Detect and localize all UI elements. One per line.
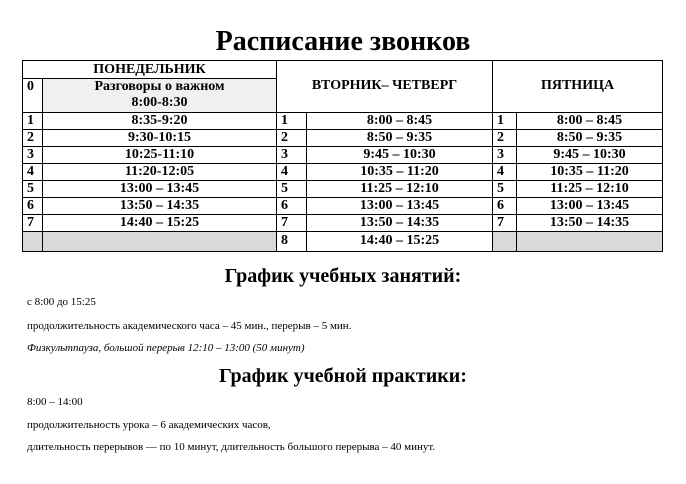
monday-zero-time: 8:00-8:30 xyxy=(43,95,277,112)
page-title: Расписание звонков xyxy=(215,26,471,57)
lesson-time: 8:50 – 9:35 xyxy=(307,129,493,146)
table-row xyxy=(23,146,663,163)
lesson-time: 10:35 – 11:20 xyxy=(307,163,493,180)
lesson-number: 2 xyxy=(493,129,517,146)
lesson-number: 7 xyxy=(23,214,43,231)
table-row xyxy=(23,112,663,129)
practice-breaks: длительность перерывов — по 10 минут, длительность большого перерыва – 40 минут. xyxy=(27,441,436,453)
classes-heading: График учебных занятий: xyxy=(224,265,462,287)
practice-duration: продолжительность урока – 6 академических часов, xyxy=(27,419,271,431)
lesson-time: 10:35 – 11:20 xyxy=(517,163,663,180)
lesson-number: 5 xyxy=(493,180,517,197)
classes-break: Физкультпауза, большой перерыв 12:10 – 13:00 (50 минут) xyxy=(27,342,305,354)
empty-cell xyxy=(23,231,43,251)
table-row xyxy=(23,163,663,180)
lesson-time: 14:40 – 15:25 xyxy=(43,214,277,231)
lesson-time: 9:30-10:15 xyxy=(43,129,277,146)
lesson-number: 6 xyxy=(23,197,43,214)
monday-zero-number: 0 xyxy=(23,79,43,113)
lesson-number: 7 xyxy=(277,214,307,231)
table-row xyxy=(23,231,663,251)
lesson-number: 2 xyxy=(277,129,307,146)
lesson-number: 1 xyxy=(23,112,43,129)
lesson-time: 11:20-12:05 xyxy=(43,163,277,180)
classes-hours: с 8:00 до 15:25 xyxy=(27,296,96,308)
table-row xyxy=(23,180,663,197)
lesson-time: 13:00 – 13:45 xyxy=(307,197,493,214)
lesson-time: 13:50 – 14:35 xyxy=(43,197,277,214)
lesson-number: 5 xyxy=(277,180,307,197)
lesson-time: 8:50 – 9:35 xyxy=(517,129,663,146)
tuethu-header: ВТОРНИК– ЧЕТВЕРГ xyxy=(277,61,493,113)
lesson-number: 4 xyxy=(23,163,43,180)
lesson-number: 3 xyxy=(493,146,517,163)
practice-hours: 8:00 – 14:00 xyxy=(27,396,83,408)
lesson-number: 7 xyxy=(493,214,517,231)
empty-cell xyxy=(517,231,663,251)
lesson-time: 9:45 – 10:30 xyxy=(517,146,663,163)
classes-duration: продолжительность академического часа – 45 мин., перерыв – 5 мин. xyxy=(27,320,352,332)
lesson-number: 6 xyxy=(493,197,517,214)
lesson-number: 1 xyxy=(277,112,307,129)
lesson-number: 3 xyxy=(23,146,43,163)
practice-heading: График учебной практики: xyxy=(219,365,467,387)
lesson-time: 13:00 – 13:45 xyxy=(43,180,277,197)
monday-header: ПОНЕДЕЛЬНИК xyxy=(23,61,277,79)
lesson-time: 13:00 – 13:45 xyxy=(517,197,663,214)
lesson-number: 6 xyxy=(277,197,307,214)
lesson-time: 8:00 – 8:45 xyxy=(307,112,493,129)
friday-header: ПЯТНИЦА xyxy=(493,61,663,113)
lesson-time: 8:35-9:20 xyxy=(43,112,277,129)
lesson-number: 1 xyxy=(493,112,517,129)
bell-schedule-table xyxy=(22,60,663,252)
empty-cell xyxy=(43,231,277,251)
lesson-time: 11:25 – 12:10 xyxy=(517,180,663,197)
lesson-time: 13:50 – 14:35 xyxy=(517,214,663,231)
lesson-time: 14:40 – 15:25 xyxy=(307,231,493,251)
empty-cell xyxy=(493,231,517,251)
monday-zero-label: Разговоры о важном xyxy=(43,79,277,96)
table-row xyxy=(23,197,663,214)
lesson-number: 4 xyxy=(493,163,517,180)
lesson-number: 2 xyxy=(23,129,43,146)
lesson-time: 10:25-11:10 xyxy=(43,146,277,163)
lesson-time: 11:25 – 12:10 xyxy=(307,180,493,197)
table-row xyxy=(23,129,663,146)
lesson-number: 4 xyxy=(277,163,307,180)
lesson-number: 3 xyxy=(277,146,307,163)
lesson-number: 8 xyxy=(277,231,307,251)
table-row xyxy=(23,214,663,231)
lesson-number: 5 xyxy=(23,180,43,197)
lesson-time: 9:45 – 10:30 xyxy=(307,146,493,163)
lesson-time: 13:50 – 14:35 xyxy=(307,214,493,231)
lesson-time: 8:00 – 8:45 xyxy=(517,112,663,129)
